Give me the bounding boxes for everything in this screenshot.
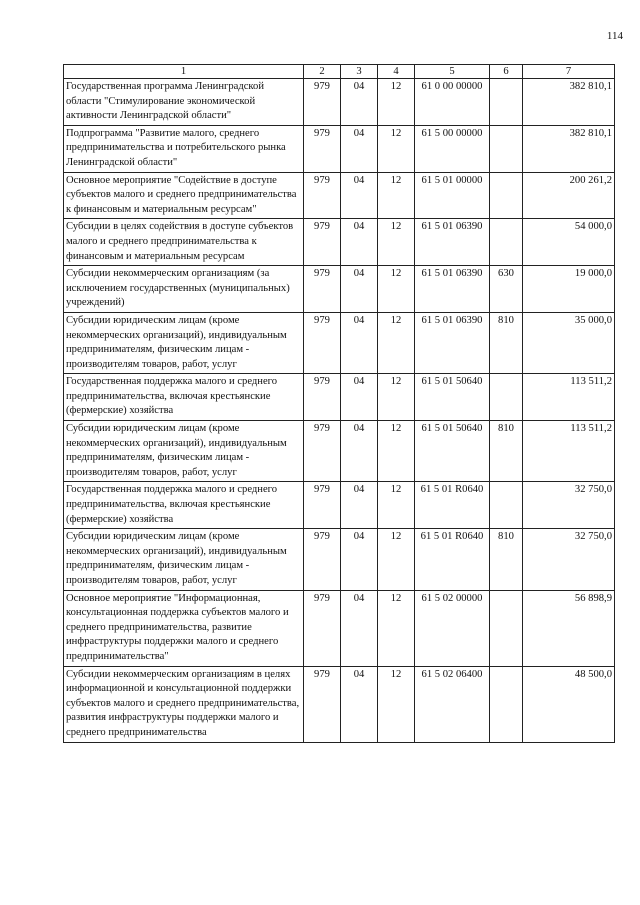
cell-code: 979 (304, 421, 341, 482)
cell-csr: 61 5 01 R0640 (415, 482, 490, 529)
table-row (64, 172, 615, 219)
cell-subsection: 12 (378, 482, 415, 529)
header-col-6: 6 (490, 65, 523, 79)
cell-subsection: 12 (378, 590, 415, 666)
page-number: 114 (606, 30, 623, 42)
cell-section: 04 (341, 312, 378, 373)
cell-vr: 810 (490, 529, 523, 590)
cell-vr: 630 (490, 266, 523, 313)
cell-subsection: 12 (378, 666, 415, 742)
cell-csr: 61 5 01 06390 (415, 219, 490, 266)
cell-section: 04 (341, 421, 378, 482)
cell-sum: 32 750,0 (523, 529, 615, 590)
cell-code: 979 (304, 312, 341, 373)
cell-subsection: 12 (378, 79, 415, 126)
cell-name: Подпрограмма "Развитие малого, среднего предпринимательства и потребительского рынка Ленинградской области" (64, 125, 304, 172)
cell-sum: 54 000,0 (523, 219, 615, 266)
cell-code: 979 (304, 529, 341, 590)
table-row (64, 421, 615, 482)
cell-subsection: 12 (378, 125, 415, 172)
cell-vr: 810 (490, 312, 523, 373)
cell-section: 04 (341, 374, 378, 421)
cell-code: 979 (304, 590, 341, 666)
cell-section: 04 (341, 529, 378, 590)
cell-csr: 61 5 01 06390 (415, 312, 490, 373)
budget-table (63, 64, 615, 743)
cell-vr (490, 590, 523, 666)
table-row (64, 125, 615, 172)
table-row (64, 266, 615, 313)
cell-section: 04 (341, 172, 378, 219)
cell-subsection: 12 (378, 421, 415, 482)
cell-section: 04 (341, 666, 378, 742)
cell-csr: 61 5 01 R0640 (415, 529, 490, 590)
cell-csr: 61 5 01 50640 (415, 421, 490, 482)
cell-section: 04 (341, 79, 378, 126)
cell-sum: 19 000,0 (523, 266, 615, 313)
cell-name: Субсидии в целях содействия в доступе субъектов малого и среднего предпринимательства к финансовым и материальным ресурсам (64, 219, 304, 266)
table-row (64, 666, 615, 742)
cell-vr (490, 482, 523, 529)
cell-name: Основное мероприятие "Содействие в доступе субъектов малого и среднего предпринимательства к финансовым и материальным ресурсам" (64, 172, 304, 219)
cell-section: 04 (341, 266, 378, 313)
cell-name: Государственная программа Ленинградской области "Стимулирование экономической активности Ленинградской области" (64, 79, 304, 126)
cell-sum: 32 750,0 (523, 482, 615, 529)
cell-sum: 56 898,9 (523, 590, 615, 666)
cell-name: Основное мероприятие "Информационная, консультационная поддержка субъектов малого и среднего предпринимательства, развитие инфраструктуры поддержки малого и среднего предпринимательства" (64, 590, 304, 666)
cell-sum: 113 511,2 (523, 374, 615, 421)
cell-name: Государственная поддержка малого и среднего предпринимательства, включая крестьянские (фермерские) хозяйства (64, 482, 304, 529)
header-col-5: 5 (415, 65, 490, 79)
cell-code: 979 (304, 666, 341, 742)
cell-sum: 382 810,1 (523, 125, 615, 172)
cell-sum: 113 511,2 (523, 421, 615, 482)
header-col-2: 2 (304, 65, 341, 79)
cell-vr (490, 125, 523, 172)
cell-code: 979 (304, 266, 341, 313)
header-row (64, 65, 615, 79)
cell-name: Субсидии юридическим лицам (кроме некоммерческих организаций), индивидуальным предпринимателям, физическим лицам - производителям товаров, работ, услуг (64, 312, 304, 373)
table-row (64, 482, 615, 529)
cell-code: 979 (304, 125, 341, 172)
cell-vr (490, 79, 523, 126)
table-row (64, 529, 615, 590)
cell-name: Субсидии некоммерческим организациям (за исключением государственных (муниципальных) учреждений) (64, 266, 304, 313)
table-row (64, 219, 615, 266)
cell-subsection: 12 (378, 312, 415, 373)
header-col-7: 7 (523, 65, 615, 79)
cell-name: Субсидии юридическим лицам (кроме некоммерческих организаций), индивидуальным предпринимателям, физическим лицам - производителям товаров, работ, услуг (64, 421, 304, 482)
cell-sum: 35 000,0 (523, 312, 615, 373)
cell-code: 979 (304, 374, 341, 421)
cell-name: Государственная поддержка малого и среднего предпринимательства, включая крестьянские (фермерские) хозяйства (64, 374, 304, 421)
cell-csr: 61 5 02 06400 (415, 666, 490, 742)
cell-vr (490, 374, 523, 421)
cell-subsection: 12 (378, 529, 415, 590)
cell-name: Субсидии юридическим лицам (кроме некоммерческих организаций), индивидуальным предпринимателям, физическим лицам - производителям товаров, работ, услуг (64, 529, 304, 590)
table-row (64, 79, 615, 126)
cell-code: 979 (304, 172, 341, 219)
header-col-4: 4 (378, 65, 415, 79)
cell-subsection: 12 (378, 219, 415, 266)
table-row (64, 374, 615, 421)
cell-name: Субсидии некоммерческим организациям в целях информационной и консультационной поддержки субъектов малого и среднего предпринимательства, развития инфраструктуры поддержки малого и среднего предпринимательства (64, 666, 304, 742)
cell-sum: 200 261,2 (523, 172, 615, 219)
cell-subsection: 12 (378, 374, 415, 421)
cell-subsection: 12 (378, 266, 415, 313)
cell-section: 04 (341, 482, 378, 529)
table-row (64, 590, 615, 666)
cell-code: 979 (304, 219, 341, 266)
cell-section: 04 (341, 219, 378, 266)
cell-vr (490, 666, 523, 742)
header-col-1: 1 (64, 65, 304, 79)
cell-code: 979 (304, 79, 341, 126)
cell-csr: 61 5 01 06390 (415, 266, 490, 313)
cell-subsection: 12 (378, 172, 415, 219)
cell-vr (490, 219, 523, 266)
cell-section: 04 (341, 590, 378, 666)
cell-sum: 382 810,1 (523, 79, 615, 126)
table-row (64, 312, 615, 373)
header-col-3: 3 (341, 65, 378, 79)
cell-section: 04 (341, 125, 378, 172)
cell-csr: 61 5 01 00000 (415, 172, 490, 219)
cell-csr: 61 5 00 00000 (415, 125, 490, 172)
cell-sum: 48 500,0 (523, 666, 615, 742)
cell-csr: 61 5 01 50640 (415, 374, 490, 421)
cell-vr: 810 (490, 421, 523, 482)
cell-csr: 61 0 00 00000 (415, 79, 490, 126)
cell-vr (490, 172, 523, 219)
cell-csr: 61 5 02 00000 (415, 590, 490, 666)
cell-code: 979 (304, 482, 341, 529)
